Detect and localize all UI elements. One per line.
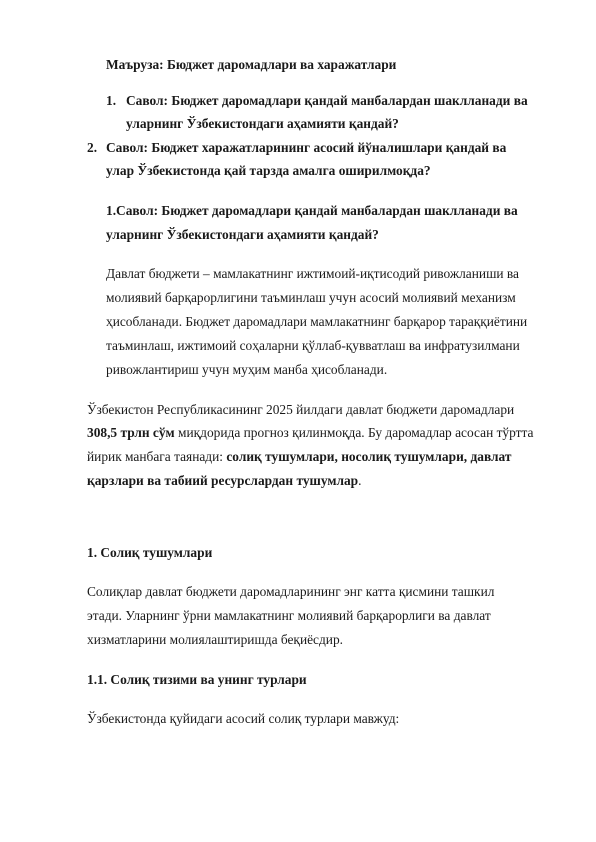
question-1-line-1	[106, 93, 528, 109]
paragraph-2-line-2	[87, 425, 533, 441]
paragraph-1-line-3: ҳисобланади. Бюджет даромадлари мамлакатнинг барқарор тараққиётини	[106, 314, 528, 329]
question-2-line-2: улар Ўзбекистонда қай тарзда амалга оширилмоқда?	[106, 163, 431, 178]
paragraph-3-line-2: этади. Уларнинг ўрни мамлакатнинг молиявий барқарорлиги ва давлат	[87, 608, 491, 623]
question-2-number: 2.	[87, 140, 98, 155]
paragraph-4: Ўзбекистонда қуйидаги асосий солиқ турлари мавжуд:	[87, 711, 400, 726]
paragraph-3-line-3: хизматларини молиялаштиришда беқиёсдир.	[87, 632, 344, 647]
paragraph-2-line-1: Ўзбекистон Республикасининг 2025 йилдаги давлат бюджети даромадлари	[87, 402, 515, 417]
revenue-sources-bold-2: қарзлари ва табиий ресурслардан тушумлар	[87, 473, 359, 488]
heading-tax-system: 1.1. Солиқ тизими ва унинг турлари	[87, 672, 307, 687]
lecture-title: Маъруза: Бюджет даромадлари ва харажатлари	[106, 57, 397, 72]
heading-tax-revenues: 1. Солиқ тушумлари	[87, 545, 213, 560]
paragraph-2-line-3-text: йирик манбага таянади:	[87, 449, 227, 464]
question-2-line-1	[87, 140, 506, 156]
paragraph-1-line-2: молиявий барқарорлигини таъминлаш учун асосий молиявий механизм	[106, 290, 516, 305]
paragraph-1-line-5: ривожлантириш учун муҳим манба ҳисобланади.	[106, 362, 388, 377]
question-1-text-1: Савол: Бюджет даромадлари қандай манбалардан шаклланади ва	[126, 93, 528, 108]
paragraph-1-line-1: Давлат бюджети – мамлакатнинг ижтимоий-иқтисодий ривожланиши ва	[106, 266, 520, 281]
question-1-line-2: уларнинг Ўзбекистондаги аҳамияти қандай?	[126, 116, 399, 131]
paragraph-2-period: .	[358, 473, 362, 488]
question-2-text-1: Савол: Бюджет харажатларининг асосий йўналишлари қандай ва	[106, 140, 507, 155]
paragraph-2-line-3	[87, 449, 511, 465]
paragraph-2-line-2-text: миқдорида прогноз қилинмоқда. Бу даромадлар асосан тўртта	[174, 425, 534, 440]
question-1-number: 1.	[106, 93, 117, 108]
revenue-sources-bold-1: солиқ тушумлари, носолиқ тушумлари, давлат	[226, 449, 512, 464]
paragraph-3-line-1: Солиқлар давлат бюджети даромадларининг энг катта қисмини ташкил	[87, 584, 495, 599]
paragraph-1-line-4: таъминлаш, ижтимоий соҳаларни қўллаб-қувватлаш ва инфратузилмани	[106, 338, 520, 353]
budget-amount: 308,5 трлн сўм	[87, 425, 175, 440]
section-heading-line-2: уларнинг Ўзбекистондаги аҳамияти қандай?	[106, 227, 379, 242]
paragraph-2-line-4	[87, 473, 362, 489]
section-heading-line-1: 1.Савол: Бюджет даромадлари қандай манбалардан шаклланади ва	[106, 203, 518, 218]
